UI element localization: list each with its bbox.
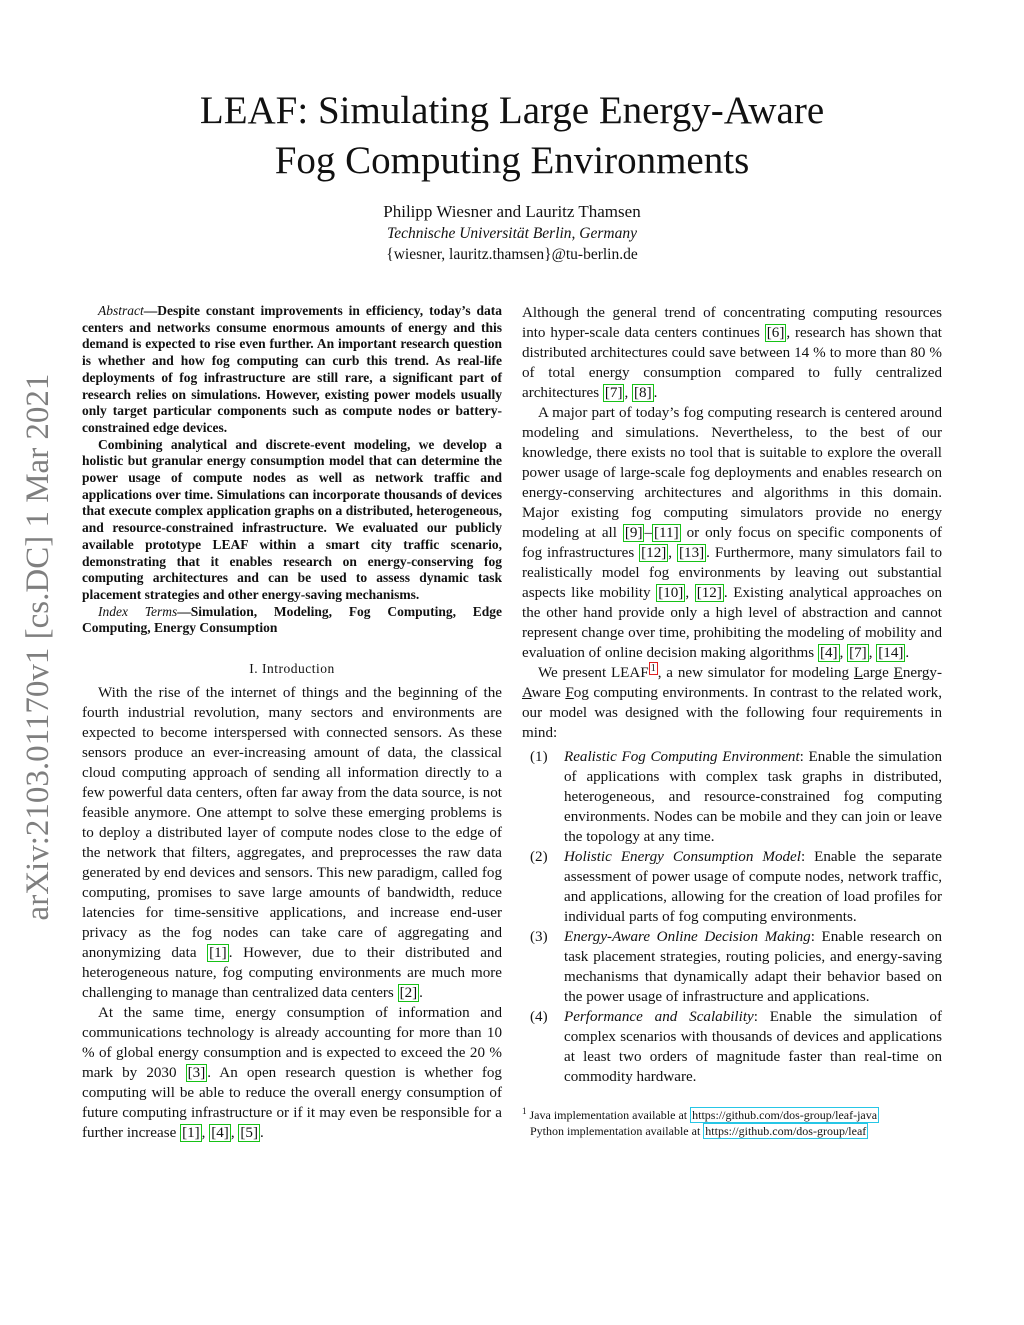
citation-link[interactable]: [13] — [679, 545, 705, 561]
requirement-title: Energy-Aware Online Decision Making — [564, 929, 811, 945]
separator: , — [668, 545, 677, 561]
citation-link[interactable]: [6] — [766, 325, 785, 341]
citation-link[interactable]: [8] — [634, 385, 652, 401]
body-text: arge — [863, 665, 889, 681]
citation-link[interactable]: [10] — [658, 585, 684, 601]
citation-link[interactable]: [7] — [849, 645, 867, 661]
list-item — [522, 927, 942, 1007]
index-terms-label: Index Terms — [98, 603, 178, 619]
citation-link[interactable]: [11] — [654, 525, 679, 541]
requirement-title: Performance and Scalability — [564, 1009, 754, 1025]
right-paragraph-2 — [522, 403, 942, 663]
separator: , — [685, 585, 695, 601]
requirement-text: : Enable the simulation of applications with complex task graphs in distributed, heterogeneous, and resource-constrained fog computing environments. Nodes can be mobile and they can join or leave the topology at any time. — [564, 749, 942, 845]
footnote-mark: 1 — [522, 1106, 527, 1116]
body-text: ware — [531, 685, 566, 701]
separator: . — [653, 385, 658, 401]
left-column — [82, 303, 502, 1143]
title-line-2: Fog Computing Environments — [274, 139, 750, 182]
body-text: og — [573, 685, 589, 701]
footnote — [522, 1107, 942, 1139]
requirement-text: : Enable the simulation of complex scenarios with thousands of devices and applications at least two orders of magnitude faster than real-time on commodity hardware. — [564, 1009, 942, 1085]
citation-link[interactable]: [4] — [819, 645, 838, 661]
acronym-letter: A — [522, 685, 532, 701]
separator: , — [868, 645, 877, 661]
body-text: , research has shown that distributed architectures could save between 14 % to more than 80 % of total energy consumption compared to fully centralized architectures — [522, 325, 942, 401]
list-item — [522, 1007, 942, 1087]
citation-link[interactable]: [5] — [240, 1125, 258, 1142]
citation-link[interactable]: [7] — [604, 385, 623, 401]
separator: , — [230, 1125, 239, 1142]
right-column — [522, 303, 942, 1139]
intro-text: At the same time, energy consumption of information and communications technology is already accounting for more than 10 % of global energy consumption and is expected to exceed the 20 % mark by 2030 — [82, 1005, 502, 1082]
python-repo-link[interactable]: https://github.com/dos-group/leaf — [705, 1124, 867, 1138]
index-terms-text: —Simulation, Modeling, Fog Computing, Edge Computing, Energy Consumption — [82, 603, 502, 636]
intro-paragraph-2 — [82, 1003, 502, 1143]
citation-link[interactable]: [9] — [624, 525, 643, 541]
acronym-letter: L — [853, 665, 864, 681]
citation-link[interactable]: [12] — [696, 585, 722, 601]
list-number: (1) — [530, 749, 548, 765]
index-terms — [82, 604, 502, 637]
authors: Philipp Wiesner and Lauritz Thamsen — [383, 202, 641, 221]
body-text: A major part of today’s fog computing research is centered around modeling and simulations. Nevertheless, to the best of our knowledge, there exists no tool that is suitable to explore the overall power usage of large-scale fog deployments and enables research on energy-conserving architectures and algorithms in this domain. Major existing fog computing simulators provide no energy modeling at all — [522, 405, 942, 541]
footnote-line-1 — [522, 1107, 942, 1123]
citation-link[interactable]: [4] — [211, 1125, 229, 1142]
separator: – — [644, 525, 653, 541]
requirements-list — [522, 747, 942, 1087]
title-line-1: LEAF: Simulating Large Energy-Aware — [199, 89, 825, 132]
footnote-text: Java implementation available at — [526, 1108, 691, 1122]
abstract — [82, 303, 502, 637]
requirement-title: Holistic Energy Consumption Model — [564, 849, 801, 865]
citation-link[interactable]: [1] — [209, 945, 227, 962]
requirement-title: Realistic Fog Computing Environment — [564, 749, 800, 765]
abstract-paragraph-1 — [82, 303, 502, 437]
intro-text: . — [419, 985, 423, 1002]
requirement-text: : Enable research on task placement strategies, routing policies, and energy-saving mechanisms that dynamically adapt their behavior based on the power usage of infrastructure and applications. — [564, 929, 942, 1005]
paper-title — [120, 86, 904, 186]
intro-body — [82, 683, 502, 1143]
citation-link[interactable]: [1] — [182, 1125, 200, 1142]
intro-text: . However, due to their distributed and heterogeneous nature, fog computing environments are much more challenging to manage than centralized data centers — [82, 945, 502, 1002]
abstract-paragraph-2: Combining analytical and discrete-event modeling, we develop a holistic but granular energy consumption model that can determine the power usage of compute nodes as well as network traffic and applications over time. Simulations can incorporate thousands of devices that execute complex application graphs on a distributed, heterogeneous, and resource-constrained infrastructure. We evaluated our publicly available prototype LEAF within a smart city traffic scenario, demonstrating that it enables research on energy-conserving fog computing architectures and can be used to assess dynamic task placement strategies and other energy-saving mechanisms. — [82, 436, 502, 602]
separator: . — [905, 645, 910, 661]
body-text: computing environments. In contrast to the related work, our model was designed with the following four requirements in mind: — [522, 685, 942, 741]
body-text: . Existing analytical approaches on the other hand provide only a high level of abstraction and cannot represent change over time, prohibiting the modeling of mobility and evaluation of online decision making algorithms — [522, 585, 943, 661]
footnote-line-2 — [522, 1123, 942, 1139]
abstract-label: Abstract — [98, 303, 144, 318]
citation-link[interactable]: [2] — [399, 985, 418, 1002]
body-text: , a new simulator for modeling — [657, 665, 854, 681]
body-text: or only focus on specific components of fog infrastructures — [522, 525, 942, 561]
body-text: nergy- — [902, 665, 942, 681]
list-item — [522, 747, 942, 847]
footnote-link[interactable]: 1 — [650, 662, 656, 674]
email: {wiesner, lauritz.thamsen}@tu-berlin.de — [386, 246, 638, 263]
requirement-text: : Enable the separate assessment of power usage of compute nodes, network traffic, and applications, allowing for the creation of load profiles for individual parts of fog computing environments. — [564, 849, 942, 925]
separator: . — [259, 1125, 264, 1142]
body-text: . Furthermore, many simulators fail to realistically model fog environments by leaving out substantial aspects like mobility — [522, 545, 943, 601]
citation-link[interactable]: [3] — [187, 1065, 206, 1082]
right-paragraph-1 — [522, 303, 942, 403]
body-text: Although the general trend of concentrating computing resources into hyper-scale data centers continues — [522, 305, 942, 341]
list-number: (3) — [530, 929, 548, 945]
arxiv-stamp: arXiv:2103.01170v1 [cs.DC] 1 Mar 2021 — [20, 373, 56, 921]
body-text: We present LEAF — [538, 665, 649, 681]
intro-text: . An open research question is whether fog computing will be able to reduce the overall energy consumption of future computing infrastructure or if it may even be responsible for a further increase — [82, 1065, 502, 1142]
affiliation: Technische Universität Berlin, Germany — [387, 225, 637, 242]
separator: , — [201, 1125, 210, 1142]
list-item — [522, 847, 942, 927]
list-number: (2) — [530, 849, 548, 865]
separator: , — [839, 645, 848, 661]
citation-link[interactable]: [14] — [878, 645, 904, 661]
intro-text: With the rise of the internet of things and the beginning of the fourth industrial revolution, many sectors and environments are expected to become interspersed with connected sensors. As these sensors produce an ever-increasing amount of data, the classical cloud computing approach of sending all information directly to a few powerful data centers, often far away from the data source, is not feasible anymore. One attempt to solve these emerging problems is to deploy a distributed layer of compute nodes close to the edge of the network that filters, aggregates, and preprocesses the raw data generated by end devices and sensors. This new paradigm, called fog computing, promises to save large amounts of bandwidth, reduce latencies for time-sensitive applications, and increase end-user privacy as the fog nodes can take care of aggregating and anonymizing data — [82, 685, 502, 962]
citation-link[interactable]: [12] — [641, 545, 667, 561]
section-heading-introduction: I. Introduction — [249, 661, 335, 677]
java-repo-link[interactable]: https://github.com/dos-group/leaf-java — [692, 1108, 878, 1122]
separator: , — [624, 385, 633, 401]
abstract-text-1: —Despite constant improvements in efficiency, today’s data centers and networks consume enormous amounts of energy and this demand is expected to rise even further. An important research question is whether and how fog computing can curb this trend. As real-life deployments of fog infrastructure are still rare, a significant part of research relies on simulations. However, existing power models usually only target particular components such as compute nodes or battery-constrained edge devices. — [82, 303, 502, 435]
intro-paragraph-1 — [82, 683, 502, 1003]
acronym-letter: F — [565, 685, 574, 701]
right-paragraph-3 — [522, 663, 942, 743]
acronym-letter: E — [893, 665, 903, 681]
list-number: (4) — [530, 1009, 548, 1025]
footnote-text: Python implementation available at — [530, 1124, 704, 1138]
